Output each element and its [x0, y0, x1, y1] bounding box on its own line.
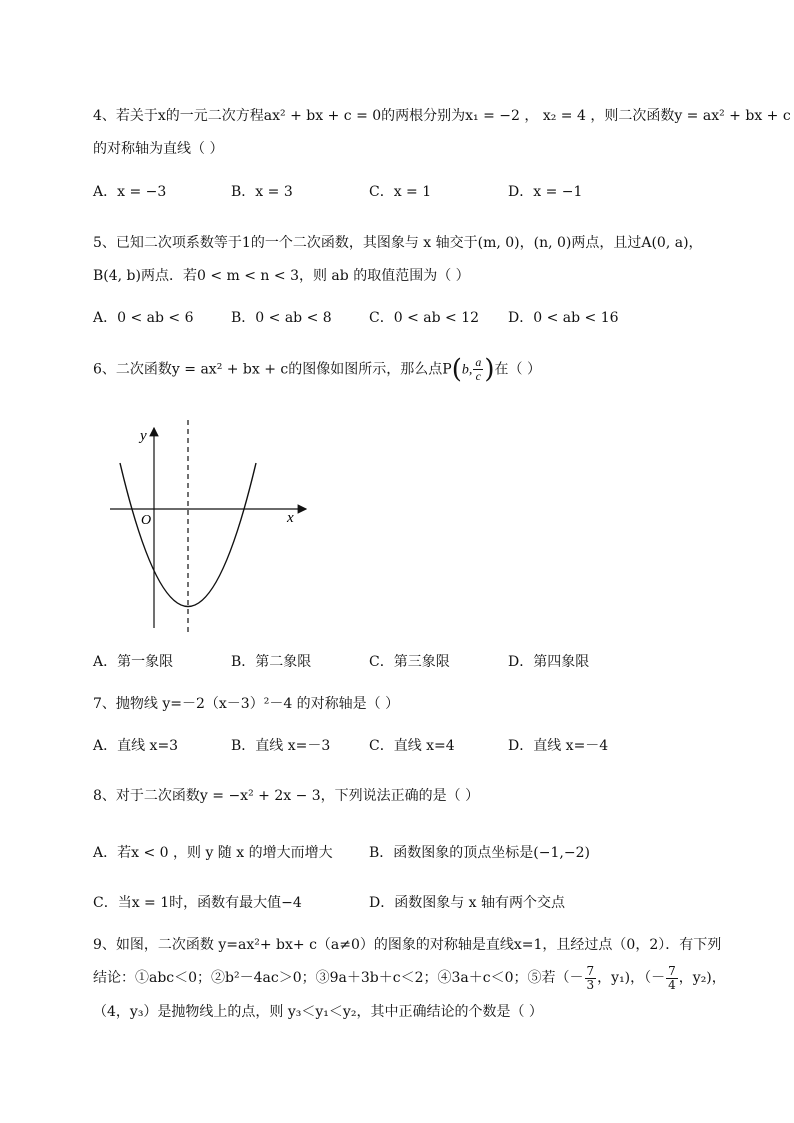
- q6-point-fraction: [473, 356, 483, 383]
- q4-option-d: D．x = −1: [508, 184, 583, 200]
- q9-frac1-den: 3: [586, 977, 595, 992]
- q8-option-b: B．函数图象的顶点坐标是(−1,−2): [369, 845, 590, 861]
- q8-stem: 8、对于二次函数y = −x² + 2x − 3，下列说法正确的是（ ）: [93, 788, 480, 804]
- q9-frac2-num: 7: [668, 963, 676, 978]
- q9-frac2-den: 4: [668, 977, 676, 992]
- q9-stem-line2: [93, 963, 726, 993]
- q6-option-c: C．第三象限: [369, 654, 450, 670]
- q6-point-b: b,: [461, 362, 473, 378]
- q7-stem: 7、抛物线 y=－2（x－3）²－4 的对称轴是（ ）: [93, 696, 400, 712]
- q6-stem-post: 在（ ）: [494, 361, 541, 378]
- q4-stem-line2: 的对称轴为直线（ ）: [93, 141, 224, 157]
- q5-option-d: D．0 < ab < 16: [508, 310, 619, 326]
- y-axis-label: y: [140, 428, 147, 444]
- left-paren: (: [451, 354, 462, 385]
- q5-stem-line1: 5、已知二次项系数等于1的一个二次函数，其图象与 x 轴交于(m, 0)，(n, 0)两点，且过A(0, a)，: [93, 235, 703, 251]
- q9-stem-line1: 9、如图，二次函数 y=ax²+ bx+ c（a≠0）的图象的对称轴是直线x=1，且经过点（0，2）．有下列: [93, 937, 722, 953]
- q6-frac-den: c: [475, 369, 481, 383]
- q4-stem-line1: 4、若关于x的一元二次方程ax² + bx + c = 0的两根分别为x₁ = −2 ， x₂ = 4 ，则二次函数y = ax² + bx + c: [93, 108, 791, 124]
- q7-option-c: C．直线 x=4: [369, 738, 455, 754]
- q4-option-b: B．x = 3: [231, 184, 293, 200]
- q5-option-a: A．0 < ab < 6: [93, 310, 194, 326]
- origin-label: O: [141, 513, 152, 528]
- q9-frac1-num: 7: [586, 963, 595, 978]
- right-paren: ): [484, 354, 495, 385]
- q7-option-a: A．直线 x=3: [93, 738, 179, 754]
- q6-stem-pre: 6、二次函数y = ax² + bx + c的图像如图所示，那么点P: [93, 361, 452, 378]
- q4-option-a: A．x = −3: [93, 184, 167, 200]
- q7-option-d: D．直线 x=－4: [508, 738, 609, 754]
- q5-stem-line2: B(4, b)两点．若0 < m < n < 3，则 ab 的取值范围为（ ）: [93, 268, 470, 284]
- q7-option-b: B．直线 x=－3: [231, 738, 331, 754]
- q8-option-d: D．函数图象与 x 轴有两个交点: [369, 895, 566, 911]
- q9-line2-pre: 结论：①abc＜0；②b²－4ac＞0；③9a＋3b＋c＜2；④3a＋c＜0；⑤若（－: [93, 970, 584, 986]
- q9-line2-mid: ，y₁)，（－: [597, 970, 666, 986]
- q9-stem-line3: （4，y₃）是抛物线上的点，则 y₃＜y₁＜y₂，其中正确结论的个数是（ ）: [93, 1004, 543, 1020]
- q9-line2-post: ，y₂)，: [678, 970, 726, 986]
- q5-option-b: B．0 < ab < 8: [231, 310, 332, 326]
- q8-option-c: C．当x = 1时，函数有最大值−4: [93, 895, 302, 911]
- q6-frac-num: a: [475, 355, 482, 369]
- q8-option-a: A．若x < 0 ，则 y 随 x 的增大而增大: [93, 845, 333, 861]
- x-axis-label: x: [287, 510, 294, 526]
- q5-option-c: C．0 < ab < 12: [369, 310, 480, 326]
- q9-fraction-1: [585, 965, 597, 992]
- q6-option-a: A．第一象限: [93, 654, 174, 670]
- q6-option-b: B．第二象限: [231, 654, 312, 670]
- q6-stem: [93, 356, 541, 383]
- q4-option-c: C．x = 1: [369, 184, 432, 200]
- q6-option-d: D．第四象限: [508, 654, 590, 670]
- q9-fraction-2: [666, 965, 678, 992]
- q6-parabola-graph: [100, 420, 320, 635]
